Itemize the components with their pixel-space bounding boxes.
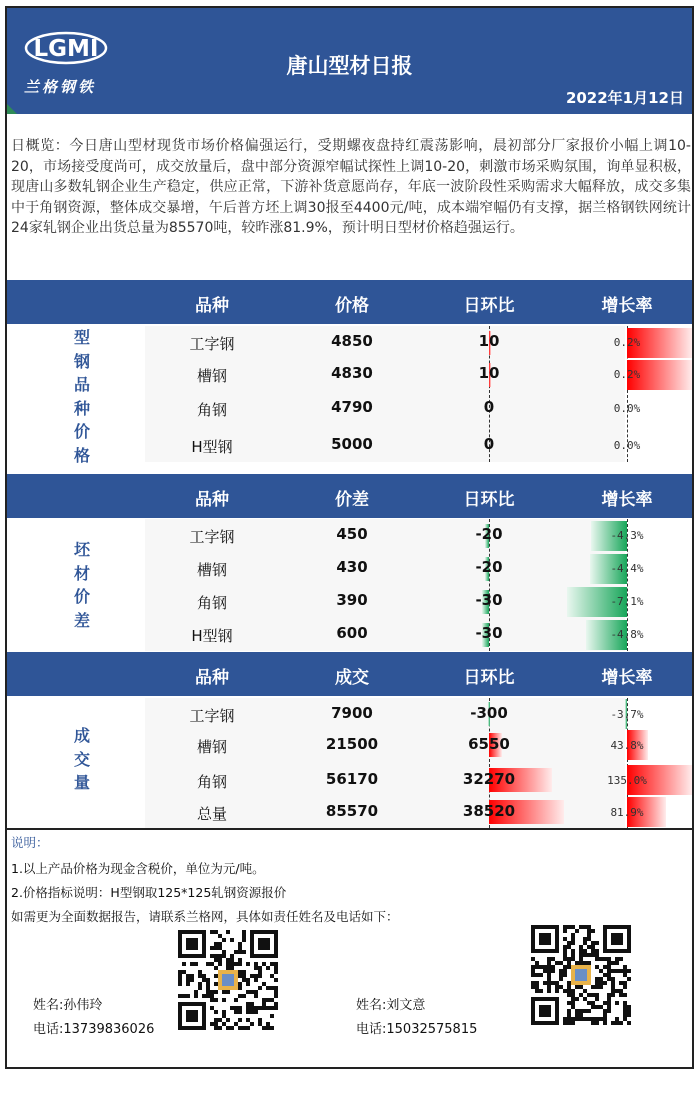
contact-2-phone: 电话:15032575815 — [356, 1022, 478, 1037]
column-header: 日环比 — [463, 668, 515, 688]
row-change: 32270 — [462, 770, 516, 788]
column-header: 增长率 — [601, 490, 653, 510]
row-value: 21500 — [325, 735, 379, 753]
row-change: 10 — [478, 364, 500, 382]
row-growth-rate: 0.2% — [613, 336, 641, 349]
side-label-char: 交 — [73, 749, 90, 769]
row-value: 4850 — [331, 332, 373, 350]
row-growth-rate: 81.9% — [610, 806, 644, 819]
contact-2-name: 姓名:刘文意 — [356, 998, 426, 1013]
report-date: 2022年1月12日 — [565, 89, 684, 107]
row-growth-rate: -4.3% — [610, 529, 644, 542]
row-change: 0 — [483, 398, 495, 416]
column-header: 品种 — [195, 668, 229, 688]
row-value: 5000 — [331, 435, 373, 453]
notes-line-2: 2.价格指标说明：H型钢取125*125轧钢资源报价 — [11, 885, 287, 900]
row-product-name: 工字钢 — [189, 335, 235, 353]
logo-subtitle: 兰格钢铁 — [24, 78, 97, 96]
section-side-label — [65, 326, 99, 467]
column-header: 品种 — [195, 296, 229, 316]
side-label-char: 量 — [73, 773, 90, 792]
row-product-name: 角钢 — [196, 773, 228, 791]
row-value: 4830 — [331, 364, 373, 382]
side-label-char: 价 — [73, 422, 90, 441]
contact-1-phone: 电话:13739836026 — [33, 1022, 155, 1037]
section-side-label — [65, 538, 99, 632]
contact-1-name: 姓名:孙伟玲 — [33, 998, 103, 1013]
report-frame — [5, 6, 694, 1069]
row-change: -30 — [475, 591, 503, 609]
row-value: 4790 — [331, 398, 373, 416]
row-change: 6550 — [468, 735, 510, 753]
row-growth-rate: 0.2% — [613, 368, 641, 381]
row-change: 38520 — [462, 802, 516, 820]
row-growth-rate: 135.0% — [607, 774, 647, 787]
notes-line-1: 1.以上产品价格为现金含税价，单位为元/吨。 — [11, 861, 265, 876]
column-header: 增长率 — [601, 668, 653, 688]
row-product-name: H型钢 — [191, 438, 233, 456]
row-value: 450 — [336, 525, 368, 543]
row-growth-rate: -7.1% — [610, 595, 644, 608]
column-header: 品种 — [195, 490, 229, 510]
column-header: 日环比 — [463, 296, 515, 316]
notes-heading: 说明： — [11, 835, 49, 850]
side-label-char: 价 — [73, 587, 90, 606]
notes-line-3: 如需更为全面数据报告，请联系兰格网，具体如责任姓名及电话如下： — [11, 909, 399, 924]
row-growth-rate: 43.8% — [610, 739, 644, 752]
row-growth-rate: -4.4% — [610, 562, 644, 575]
column-header: 价格 — [335, 296, 369, 316]
row-product-name: 角钢 — [196, 594, 228, 612]
logo-text: LGMI — [33, 36, 99, 62]
column-header: 成交 — [335, 668, 369, 688]
column-header: 日环比 — [463, 490, 515, 510]
row-product-name: 槽钢 — [196, 561, 228, 579]
side-label-char: 成 — [73, 726, 90, 745]
section-side-label — [65, 724, 99, 795]
row-value: 85570 — [325, 802, 379, 820]
side-label-char: 种 — [73, 398, 90, 418]
row-value: 430 — [336, 558, 368, 576]
report-header — [7, 8, 692, 114]
row-product-name: H型钢 — [191, 627, 233, 645]
section-header-band — [7, 280, 692, 324]
side-label-char: 差 — [73, 610, 90, 630]
row-change: -20 — [475, 525, 503, 543]
row-change: -30 — [475, 624, 503, 642]
header-corner-accent — [7, 104, 17, 114]
row-growth-rate: 0.0% — [613, 439, 641, 452]
row-growth-rate: 0.0% — [613, 402, 641, 415]
daily-overview: 日概览：今日唐山型材现货市场价格偏强运行，受期螺夜盘持红震荡影响，晨初部分厂家报价小幅上调10-20，市场接受度尚可，成交放量后，盘中部分资源窄幅试探性上调10-20，刺激市场采购氛围，询单显积极，现唐山多数轧钢企业生产稳定，供应正常，下游补货意愿尚存，年底一波阶段性采购需求大幅释放，成交多集中于角钢资源，整体成交暴增，午后普方坯上调30报至4400元/吨，成本端窄幅仍有支撑，据兰格钢铁网统计24家轧钢企业出货总量为85570吨，较昨涨81.9%，预计明日型材价格趋强运行。 — [11, 138, 691, 236]
column-header: 增长率 — [601, 296, 653, 316]
page-title: 唐山型材日报 — [286, 54, 413, 78]
side-label-char: 格 — [73, 445, 90, 465]
notes-divider — [7, 828, 692, 830]
row-value: 56170 — [325, 770, 379, 788]
row-value: 600 — [336, 624, 368, 642]
row-growth-rate: -3.7% — [610, 708, 644, 721]
side-label-char: 品 — [73, 375, 90, 394]
qr-code-contact-2 — [531, 925, 631, 1025]
row-product-name: 槽钢 — [196, 367, 228, 385]
side-label-char: 坯 — [73, 540, 90, 559]
qr-code-contact-1 — [178, 930, 278, 1030]
row-product-name: 工字钢 — [189, 707, 235, 725]
row-product-name: 槽钢 — [196, 738, 228, 756]
row-value: 7900 — [331, 704, 373, 722]
row-growth-rate: -4.8% — [610, 628, 644, 641]
side-label-char: 材 — [73, 563, 90, 583]
row-change: 10 — [478, 332, 500, 350]
row-change: -300 — [470, 704, 508, 722]
section-header-band — [7, 652, 692, 696]
side-label-char: 钢 — [73, 351, 90, 371]
section-header-band — [7, 474, 692, 518]
row-change: -20 — [475, 558, 503, 576]
side-label-char: 型 — [73, 328, 90, 347]
row-value: 390 — [336, 591, 368, 609]
column-header: 价差 — [335, 490, 369, 510]
row-product-name: 角钢 — [196, 401, 228, 419]
row-product-name: 工字钢 — [189, 528, 235, 546]
row-product-name: 总量 — [196, 805, 228, 823]
row-change: 0 — [483, 435, 495, 453]
